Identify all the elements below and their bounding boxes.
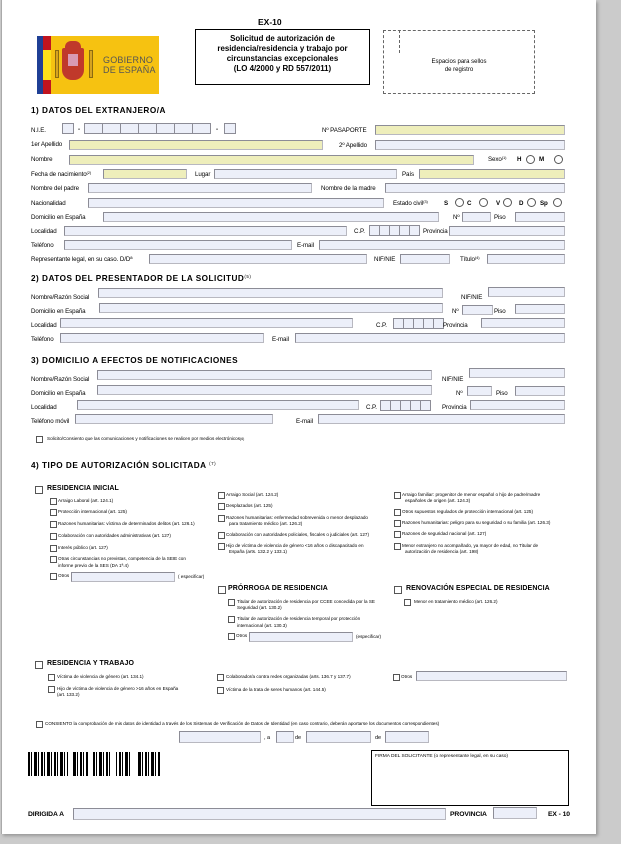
- form-title-box: [195, 29, 370, 85]
- apellido2-label: 2º Apellido: [339, 142, 367, 149]
- peligro-seguridad-checkbox[interactable]: [394, 520, 401, 527]
- estado-s-label: S: [444, 200, 449, 207]
- estado-c-label: C: [467, 200, 472, 207]
- hijo-victima-menor16-label: Hijo de víctima de violencia de género <16 años o discapacitado en: [226, 543, 364, 548]
- prorroga-proteccion-checkbox[interactable]: [228, 616, 235, 623]
- section-2-title: 2) DATOS DEL PRESENTADOR DE LA SOLICITUD: [31, 274, 245, 283]
- notif-piso-field[interactable]: [515, 386, 565, 396]
- estado-v-label: V: [496, 200, 501, 207]
- gobierno-logo: [37, 36, 159, 94]
- num-label: Nº: [453, 214, 460, 221]
- victima-violencia-label: Víctima de violencia de género (art. 134.1): [57, 674, 144, 679]
- estado-v-radio[interactable]: [503, 198, 512, 207]
- nie-control-field[interactable]: [224, 123, 235, 134]
- otros-proteccion-checkbox[interactable]: [394, 509, 401, 516]
- notif-provincia-field[interactable]: [470, 400, 565, 410]
- prorroga-ccee-checkbox[interactable]: [228, 599, 235, 606]
- notif-nombre-label: Nombre/Razón Social: [31, 376, 90, 383]
- madre-field[interactable]: [385, 183, 565, 193]
- prorroga-ccee-label-cont: Seguridad (art. 130.2): [237, 605, 282, 610]
- provincia-footer-label: PROVINCIA: [450, 811, 487, 818]
- coat-of-arms-icon: [62, 48, 84, 80]
- residencia-trabajo-checkbox[interactable]: [35, 661, 43, 669]
- day-field[interactable]: [276, 731, 294, 743]
- presentador-nombre-label: Nombre/Razón Social: [31, 294, 90, 301]
- otros-inicial-checkbox[interactable]: [50, 573, 57, 580]
- sexo-m-radio[interactable]: [554, 155, 563, 164]
- desplazados-label: Desplazados (art. 125): [226, 503, 273, 508]
- nif-nie-label: NIF/NIE: [374, 256, 396, 263]
- victima-delitos-label: Razones humanitarias: víctima de determinados delitos (art. 126.1): [58, 521, 195, 526]
- arraigo-laboral-checkbox[interactable]: [50, 498, 57, 505]
- madre-label: Nombre de la madre: [321, 185, 376, 192]
- telefono-label: Teléfono: [31, 242, 54, 249]
- proteccion-internacional-label: Protección internacional (art. 125): [58, 509, 127, 514]
- menor-no-acompanado-label: Menor extranjero no acompañado, ya mayor de edad, no Titular de: [402, 543, 539, 548]
- presentador-email-field[interactable]: [295, 333, 565, 343]
- footnote: (1): [501, 155, 507, 160]
- notif-localidad-label: Localidad: [31, 404, 57, 411]
- footnote: (4): [474, 255, 480, 260]
- hijo-victima-menor16-label-cont: España (arts. 132.2 y 133.1): [229, 549, 287, 554]
- titulo-field[interactable]: [487, 254, 565, 264]
- sexo-h-label: H: [517, 156, 522, 163]
- seguridad-nacional-label: Razones de seguridad nacional (art. 127): [402, 531, 487, 536]
- localidad-label: Localidad: [31, 228, 57, 235]
- de-label: de: [375, 735, 382, 741]
- colaboracion-administrativas-label: Colaboración con autoridades administrativas (art. 127): [58, 533, 171, 538]
- year-field[interactable]: [385, 731, 429, 743]
- nie-letter-field[interactable]: [62, 123, 73, 134]
- residencia-inicial-checkbox[interactable]: [35, 486, 43, 494]
- residencia-trabajo-title: RESIDENCIA Y TRABAJO: [47, 660, 135, 667]
- padre-field[interactable]: [88, 183, 312, 193]
- renovacion-title: RENOVACIÓN ESPECIAL DE RESIDENCIA: [406, 585, 550, 592]
- apellido1-label: 1er Apellido: [31, 141, 63, 148]
- victima-trata-label: Víctima de la trata de seres humanos (art. 144.5): [226, 687, 326, 692]
- colaboracion-policiales-checkbox[interactable]: [218, 532, 225, 539]
- nie-number-field[interactable]: [84, 123, 210, 134]
- notif-num-field[interactable]: [467, 386, 492, 396]
- cp-label: C.P.: [354, 228, 365, 235]
- victima-delitos-checkbox[interactable]: [50, 521, 57, 528]
- a-label: , a: [264, 735, 271, 741]
- email-label: E-mail: [297, 242, 314, 249]
- apellido1-field[interactable]: [69, 140, 323, 150]
- consiento-label-bold: CONSIENTO: [45, 721, 73, 726]
- menor-tratamiento-checkbox[interactable]: [404, 599, 411, 606]
- nacionalidad-field[interactable]: [88, 198, 384, 208]
- otros-inicial-field[interactable]: [71, 572, 175, 582]
- place-field[interactable]: [179, 731, 261, 743]
- presentador-telefono-label: Teléfono: [31, 336, 54, 343]
- rt-otros-label: Otros: [401, 674, 413, 679]
- estado-d-label: D: [519, 200, 524, 207]
- logo-text: GOBIERNO: [103, 55, 154, 65]
- de-label: de: [295, 735, 302, 741]
- piso-field[interactable]: [515, 212, 565, 222]
- otros-proteccion-label: Otros supuestos regulados de protección internacional (art. 125): [402, 509, 533, 514]
- otras-circunstancias-checkbox[interactable]: [50, 556, 57, 563]
- consiento-checkbox[interactable]: [36, 721, 43, 728]
- notif-piso-label: Piso: [496, 390, 508, 397]
- notif-nombre-field[interactable]: [97, 370, 432, 380]
- electronic-notification-checkbox[interactable]: [36, 436, 43, 443]
- notif-provincia-label: Provincia: [442, 404, 467, 411]
- hijo-victima-mayor16-label-cont: (art. 133.2): [57, 692, 80, 697]
- prorroga-otros-label: Otros: [236, 633, 248, 638]
- signature-label: FIRMA DEL SOLICITANTE (o representante legal, en su caso): [375, 754, 509, 759]
- enfermedad-sobrevenida-label: Razones humanitarias: enfermedad sobrevenida o menor desplazado: [226, 515, 368, 520]
- proteccion-internacional-checkbox[interactable]: [50, 509, 57, 516]
- presentador-domicilio-field[interactable]: [99, 303, 443, 313]
- pais-label: País: [402, 171, 414, 178]
- presentador-num-field[interactable]: [462, 305, 493, 315]
- estado-sp-radio[interactable]: [553, 198, 562, 207]
- enfermedad-sobrevenida-checkbox[interactable]: [218, 515, 225, 522]
- dirigida-field[interactable]: [73, 808, 446, 820]
- desplazados-checkbox[interactable]: [218, 503, 225, 510]
- footnote: (6): [240, 437, 245, 441]
- dirigida-label: DIRIGIDA A: [28, 811, 64, 818]
- logo-text: DE ESPAÑA: [103, 64, 156, 75]
- form-page: [1, 0, 596, 834]
- estado-c-radio[interactable]: [479, 198, 488, 207]
- passport-label: Nº PASAPORTE: [322, 127, 367, 134]
- presentador-provincia-label: Provincia: [443, 322, 468, 329]
- arraigo-social-label: Arraigo Social (art. 124.2): [226, 492, 279, 497]
- hijo-victima-menor16-checkbox[interactable]: [218, 543, 225, 550]
- presentador-domicilio-label: Domicilio en España: [31, 308, 86, 315]
- notif-cp-field[interactable]: [380, 400, 430, 411]
- nie-label: N.I.E.: [31, 127, 46, 134]
- fecha-nac-label: Fecha de nacimiento: [31, 171, 87, 178]
- presentador-nif-label: NIF/NIE: [461, 294, 483, 301]
- especificar-label: (especificar): [356, 634, 382, 639]
- otros-inicial-label: Otros: [58, 573, 70, 578]
- padre-label: Nombre del padre: [31, 185, 79, 192]
- title-line: residencia/residencia y trabajo por: [217, 44, 348, 53]
- section-4-title: 4) TIPO DE AUTORIZACIÓN SOLICITADA: [31, 461, 207, 470]
- title-line: Solicitud de autorización de: [230, 34, 335, 43]
- consiento-label: la comprobación de mis datos de identidad a través de los Sistemas de Verificación de Datos de Identidad (en caso contrario, deberán aportarse los documentos correspondientes): [72, 721, 440, 726]
- prorroga-ccee-label: Titular de autorización de residencia por CCEE concedida por la SE: [237, 599, 375, 604]
- prorroga-proteccion-label-cont: internacional (art. 130.3): [237, 623, 287, 628]
- seguridad-nacional-checkbox[interactable]: [394, 531, 401, 538]
- interes-publico-label: Interés público (art. 127): [58, 545, 108, 550]
- signature-box[interactable]: [371, 750, 569, 806]
- apellido2-field[interactable]: [375, 140, 565, 150]
- stamp-label: de registro: [444, 67, 474, 73]
- nombre-label: Nombre: [31, 156, 53, 163]
- notif-email-field[interactable]: [318, 414, 565, 424]
- notif-nif-field[interactable]: [469, 368, 565, 378]
- notif-movil-field[interactable]: [75, 414, 273, 424]
- notif-movil-label: Teléfono móvil: [31, 418, 70, 425]
- domicilio-label: Domicilio en España: [31, 214, 86, 221]
- provincia-label: Provincia: [423, 228, 448, 235]
- rt-otros-checkbox[interactable]: [393, 674, 400, 681]
- provincia-field[interactable]: [449, 226, 565, 236]
- footnote: (7): [209, 461, 217, 466]
- presentador-telefono-field[interactable]: [60, 333, 264, 343]
- otras-circunstancias-label: Otras circunstancias no previstas, competencia de la SEIE con: [58, 556, 186, 561]
- nacionalidad-label: Nacionalidad: [31, 200, 66, 207]
- lugar-field[interactable]: [214, 169, 397, 179]
- titulo-label: Título: [460, 256, 475, 263]
- arraigo-familiar-checkbox[interactable]: [394, 492, 401, 499]
- footer-form-code: EX - 10: [548, 811, 570, 818]
- colaborador-redes-checkbox[interactable]: [217, 674, 224, 681]
- colaborador-redes-label: Colaborador/a contra redes organizadas (arts. 136.7 y 137.7): [226, 674, 351, 679]
- presentador-localidad-field[interactable]: [60, 318, 353, 328]
- rt-otros-field[interactable]: [416, 671, 567, 681]
- representante-nif-field[interactable]: [400, 254, 450, 264]
- estado-civil-label: Estado civil: [393, 200, 424, 207]
- cp-field[interactable]: [369, 225, 419, 236]
- section-3-title: 3) DOMICILIO A EFECTOS DE NOTIFICACIONES: [31, 356, 239, 365]
- colaboracion-administrativas-checkbox[interactable]: [50, 533, 57, 540]
- dash: -: [78, 126, 80, 133]
- email-field[interactable]: [319, 240, 565, 250]
- sexo-m-label: M: [539, 156, 545, 163]
- presentador-cp-label: C.P.: [376, 322, 387, 329]
- renovacion-checkbox[interactable]: [394, 586, 402, 594]
- month-field[interactable]: [306, 731, 371, 743]
- notif-cp-label: C.P.: [366, 404, 377, 411]
- title-line: circunstancias excepcionales: [226, 54, 339, 63]
- notif-nif-label: NIF/NIE: [442, 376, 464, 383]
- presentador-cp-field[interactable]: [393, 318, 443, 329]
- localidad-field[interactable]: [64, 226, 347, 236]
- stamp-label: Espacios para sellos: [431, 59, 487, 65]
- colaboracion-policiales-label: Colaboración con autoridades policiales, fiscales o judiciales (art. 127): [226, 532, 369, 537]
- victima-trata-checkbox[interactable]: [217, 687, 224, 694]
- notif-domicilio-label: Domicilio en España: [31, 390, 86, 397]
- notif-email-label: E-mail: [296, 418, 313, 425]
- presentador-piso-field[interactable]: [515, 304, 565, 314]
- prorroga-proteccion-label: Titular de autorización de residencia temporal por protección: [237, 616, 361, 621]
- pais-field[interactable]: [419, 169, 565, 179]
- estado-s-radio[interactable]: [455, 198, 464, 207]
- dash: -: [216, 126, 218, 133]
- prorroga-otros-checkbox[interactable]: [228, 633, 235, 640]
- presentador-nombre-field[interactable]: [98, 288, 443, 298]
- form-code: EX-10: [258, 17, 282, 27]
- sexo-label: Sexo: [488, 156, 502, 163]
- especificar-label: ( especificar): [178, 574, 205, 579]
- nombre-field[interactable]: [69, 155, 474, 165]
- barcode: [28, 752, 160, 776]
- footnote: (5): [244, 274, 252, 279]
- piso-label: Piso: [494, 214, 506, 221]
- arraigo-laboral-label: Arraigo Laboral (art. 124.1): [58, 498, 114, 503]
- fecha-nac-field[interactable]: [103, 169, 187, 179]
- footnote: (3): [423, 199, 428, 204]
- residencia-inicial-title: RESIDENCIA INICIAL: [47, 485, 119, 492]
- menor-no-acompanado-label-cont: autorización de residencia (art. 198): [405, 549, 479, 554]
- enfermedad-sobrevenida-label-cont: para tratamiento médico (art. 126.2): [229, 521, 303, 526]
- presentador-localidad-label: Localidad: [31, 322, 57, 329]
- notif-localidad-field[interactable]: [77, 400, 359, 410]
- menor-no-acompanado-checkbox[interactable]: [394, 543, 401, 550]
- num-field[interactable]: [462, 212, 491, 222]
- arraigo-familiar-label: Arraigo familiar: progenitor de menor español o hijo de padre/madre: [402, 492, 541, 497]
- arraigo-familiar-label-cont: españoles de origen (art. 124.3): [405, 498, 471, 503]
- hijo-victima-mayor16-checkbox[interactable]: [48, 686, 55, 693]
- estado-sp-label: Sp: [540, 200, 548, 207]
- interes-publico-checkbox[interactable]: [50, 545, 57, 552]
- hijo-victima-mayor16-label: Hijo de víctima de violencia de género >16 años en España: [57, 686, 179, 691]
- sexo-h-radio[interactable]: [526, 155, 535, 164]
- domicilio-field[interactable]: [103, 212, 439, 222]
- presentador-num-label: Nº: [452, 308, 459, 315]
- presentador-piso-label: Piso: [494, 308, 506, 315]
- registry-stamp-area: [383, 30, 535, 94]
- menor-tratamiento-label: Menor en tratamiento médico (art. 126.2): [414, 599, 498, 604]
- footnote: (2): [86, 170, 92, 175]
- electronic-notification-label: Solicito/Consiento que las comunicaciones y notificaciones se realicen por medios electrónicos: [47, 436, 241, 441]
- arraigo-social-checkbox[interactable]: [218, 492, 225, 499]
- notif-domicilio-field[interactable]: [97, 385, 432, 395]
- lugar-label: Lugar: [195, 171, 211, 178]
- victima-violencia-checkbox[interactable]: [48, 674, 55, 681]
- peligro-seguridad-label: Razones humanitarias: peligro para su seguridad o su familia (art. 126.3): [402, 520, 551, 525]
- representante-field[interactable]: [149, 254, 367, 264]
- prorroga-title: PRÓRROGA DE RESIDENCIA: [228, 585, 328, 592]
- passport-field[interactable]: [375, 125, 565, 135]
- notif-num-label: Nº: [456, 390, 463, 397]
- title-line: (LO 4/2000 y RD 557/2011): [233, 64, 332, 73]
- prorroga-checkbox[interactable]: [218, 586, 226, 594]
- otras-circunstancias-label-cont: informe previo de la SES (DA 1ª.4): [58, 563, 129, 568]
- presentador-email-label: E-mail: [272, 336, 289, 343]
- representante-label: Representante legal, en su caso. D/Dª: [31, 256, 133, 263]
- prorroga-otros-field[interactable]: [249, 632, 353, 642]
- presentador-nif-field[interactable]: [488, 287, 565, 297]
- presentador-provincia-field[interactable]: [481, 318, 565, 328]
- section-1-title: 1) DATOS DEL EXTRANJERO/A: [31, 106, 166, 115]
- estado-d-radio[interactable]: [527, 198, 536, 207]
- provincia-footer-field[interactable]: [493, 807, 537, 819]
- telefono-field[interactable]: [64, 240, 292, 250]
